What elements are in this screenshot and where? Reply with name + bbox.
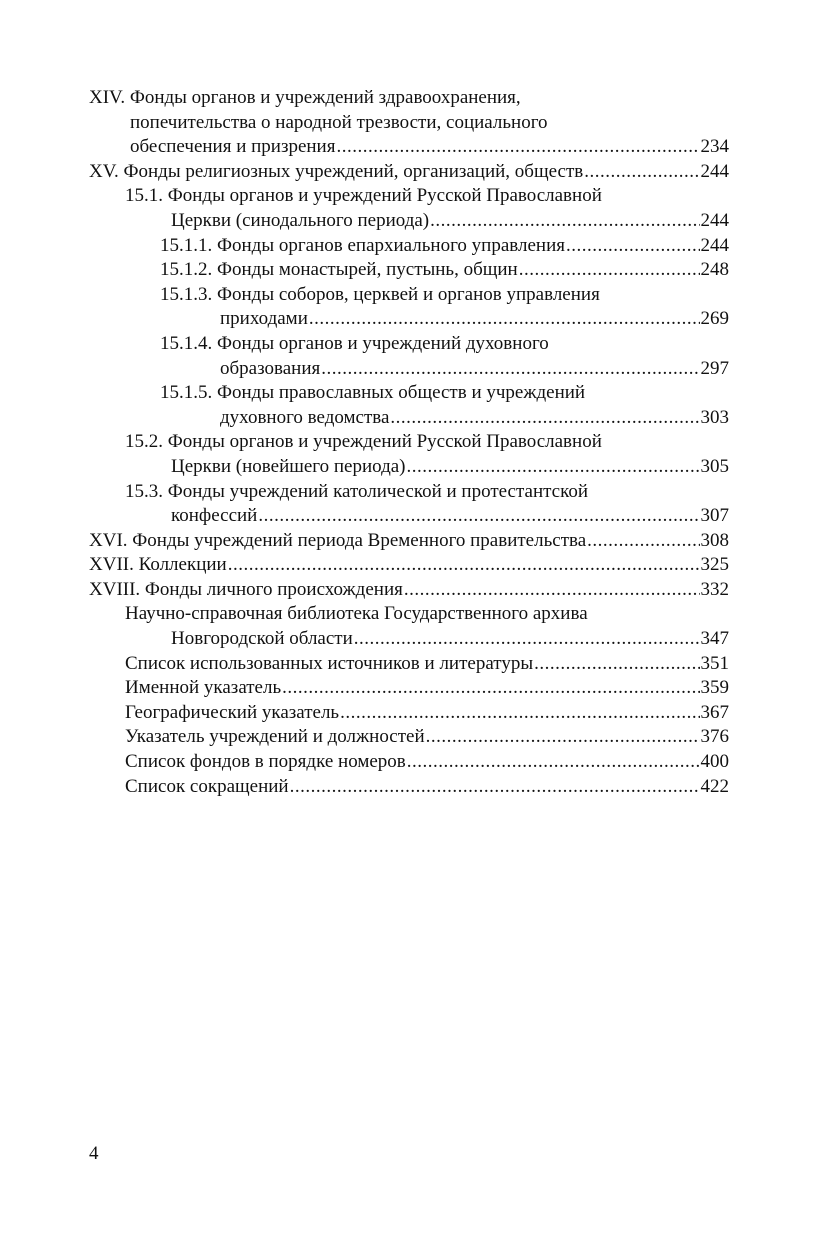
toc-entry — [89, 578, 729, 603]
toc-entry-title: 15.1.3. Фонды соборов, церквей и органов управления — [160, 283, 600, 305]
toc-entry-title-continued: духовного ведомства — [220, 406, 390, 428]
page-number: 303 — [700, 406, 729, 428]
toc-entry-title: Географический указатель — [125, 701, 340, 723]
toc-entry-title: XV. Фонды религиозных учреждений, организаций, обществ — [89, 160, 584, 182]
leader-dots — [282, 676, 699, 701]
leader-dots — [336, 135, 699, 160]
page-folio-number: 4 — [89, 1143, 99, 1164]
leader-dots — [354, 627, 700, 652]
page-number: 376 — [700, 726, 729, 748]
toc-entry — [125, 184, 729, 233]
toc-entry — [125, 652, 729, 677]
toc-entry — [160, 283, 729, 332]
page-number: 359 — [700, 677, 729, 699]
toc-entry-title: 15.1.4. Фонды органов и учреждений духовного — [160, 332, 549, 354]
toc-entry — [89, 86, 729, 160]
leader-dots — [390, 406, 699, 431]
page-number: 244 — [700, 209, 729, 231]
page-number: 308 — [700, 529, 729, 551]
leader-dots — [566, 234, 700, 259]
leader-dots — [228, 553, 700, 578]
toc-entry-title: 15.1.2. Фонды монастырей, пустынь, общин — [160, 259, 518, 281]
toc-entry-title-continued: Церкви (синодального периода) — [171, 209, 430, 231]
leader-dots — [430, 209, 699, 234]
toc-entry — [160, 234, 729, 259]
toc-entry-title-continued: образования — [220, 357, 321, 379]
leader-dots — [584, 160, 699, 185]
leader-dots — [519, 258, 700, 283]
leader-dots — [258, 504, 699, 529]
table-of-contents — [89, 86, 729, 799]
page-number: 325 — [700, 554, 729, 576]
page-number: 305 — [700, 455, 729, 477]
toc-entry-title: XVIII. Фонды личного происхождения — [89, 578, 403, 600]
toc-entry — [125, 725, 729, 750]
leader-dots — [426, 725, 700, 750]
toc-entry — [89, 553, 729, 578]
toc-entry — [160, 332, 729, 381]
leader-dots — [407, 455, 700, 480]
toc-entry-title: Указатель учреждений и должностей — [125, 726, 425, 748]
toc-entry-title: 15.1.5. Фонды православных обществ и учреждений — [160, 382, 586, 404]
toc-entry — [125, 480, 729, 529]
page-number: 244 — [700, 160, 729, 182]
toc-entry-title: Список фондов в порядке номеров — [125, 751, 406, 773]
leader-dots — [587, 529, 699, 554]
page-number: 347 — [700, 628, 729, 650]
toc-entry — [160, 381, 729, 430]
leader-dots — [340, 701, 699, 726]
toc-entry-title: 15.2. Фонды органов и учреждений Русской Православной — [125, 431, 602, 453]
toc-entry-title: XVII. Коллекции — [89, 554, 227, 576]
toc-entry-title: Научно-справочная библиотека Государственного архива — [125, 603, 588, 625]
leader-dots — [407, 750, 700, 775]
toc-entry — [125, 676, 729, 701]
leader-dots — [404, 578, 700, 603]
toc-entry — [125, 775, 729, 800]
toc-entry-title: 15.1.1. Фонды органов епархиального управления — [160, 234, 565, 256]
page-number: 244 — [700, 234, 729, 256]
toc-entry — [125, 701, 729, 726]
page-number: 367 — [700, 701, 729, 723]
leader-dots — [290, 775, 700, 800]
toc-entry — [125, 430, 729, 479]
toc-entry-title-continued: обеспечения и призрения — [130, 136, 336, 158]
page-number: 422 — [700, 775, 729, 797]
toc-entry-title: XIV. Фонды органов и учреждений здравоохранения, — [89, 87, 521, 108]
page-number: 332 — [700, 578, 729, 600]
toc-entry-title-continued: Церкви (новейшего периода) — [171, 455, 406, 477]
toc-entry-title: Список использованных источников и литературы — [125, 652, 534, 674]
page-number: 269 — [700, 308, 729, 330]
leader-dots — [309, 307, 700, 332]
page-number: 351 — [700, 652, 729, 674]
leader-dots — [321, 357, 699, 382]
toc-entry-title: 15.1. Фонды органов и учреждений Русской Православной — [125, 185, 602, 207]
toc-entry-title: Именной указатель — [125, 677, 282, 699]
page-number: 297 — [700, 357, 729, 379]
toc-entry-title-continued: попечительства о народной трезвости, социального — [130, 111, 548, 133]
page-number: 400 — [700, 751, 729, 773]
toc-entry — [89, 529, 729, 554]
toc-entry-title: 15.3. Фонды учреждений католической и протестантской — [125, 480, 589, 502]
leader-dots — [534, 652, 699, 677]
toc-entry-title-continued: Новгородской области — [171, 628, 353, 650]
toc-entry — [160, 258, 729, 283]
toc-entry-title: XVI. Фонды учреждений периода Временного правительства — [89, 529, 587, 551]
toc-entry-title-continued: конфессий — [171, 505, 258, 527]
toc-entry — [125, 602, 729, 651]
toc-entry — [89, 160, 729, 185]
toc-entry — [125, 750, 729, 775]
page-number: 234 — [700, 136, 729, 158]
page-number: 307 — [700, 505, 729, 527]
toc-entry-title: Список сокращений — [125, 775, 289, 797]
toc-entry-title-continued: приходами — [220, 308, 308, 330]
page-number: 248 — [700, 259, 729, 281]
